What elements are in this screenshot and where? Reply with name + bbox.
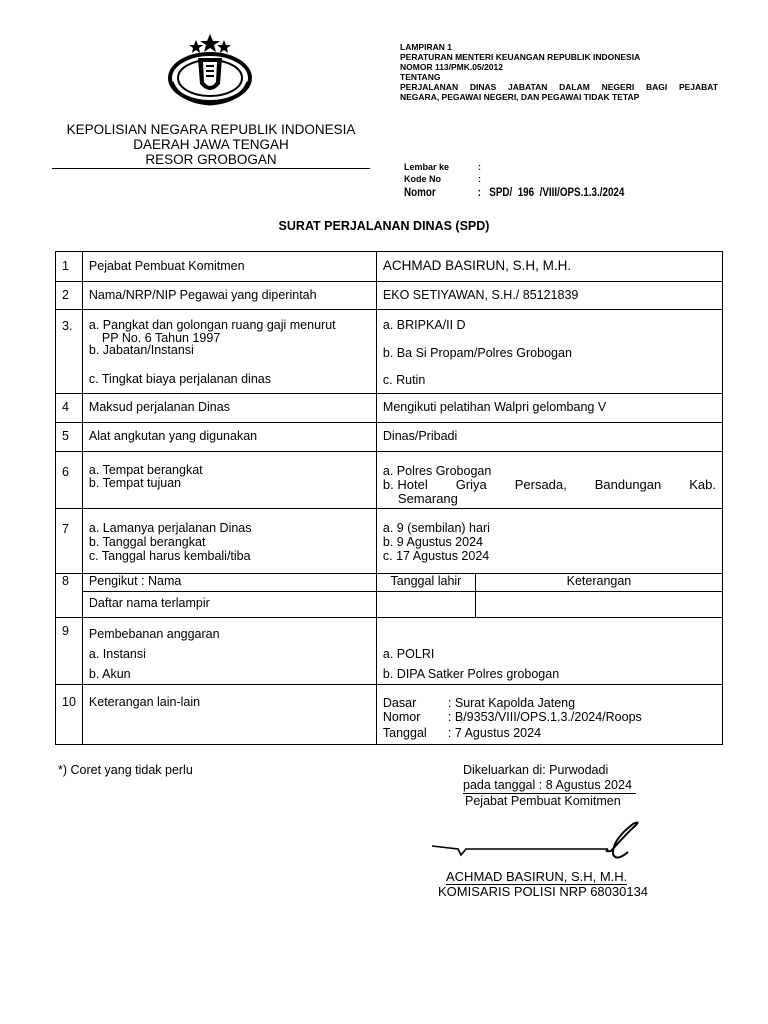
organization-header — [52, 122, 370, 167]
label-main: Pembebanan anggaran — [88, 627, 220, 641]
dasar-key: Dasar — [382, 696, 417, 710]
value-c: c. 17 Agustus 2024 — [382, 549, 490, 563]
value-a: a. BRIPKA/II D — [382, 318, 466, 332]
signer-rank: KOMISARIS POLISI NRP 68030134 — [438, 884, 649, 899]
document-meta — [404, 161, 674, 198]
empty-cell — [475, 592, 722, 618]
value-a: a. POLRI — [382, 647, 435, 661]
label-a: a. Tempat berangkat — [88, 463, 203, 477]
row-number: 2 — [56, 282, 83, 310]
row-value — [376, 310, 722, 394]
row-number: 3. — [56, 310, 83, 394]
value-b: b. 9 Agustus 2024 — [382, 535, 483, 549]
value-a: a. Polres Grobogan — [382, 464, 492, 478]
value-c: c. Rutin — [382, 373, 426, 387]
label-b: b. Akun — [88, 667, 131, 681]
row-value — [376, 509, 722, 574]
nomor-key: Nomor — [382, 710, 421, 724]
row-number: 1 — [56, 252, 83, 282]
kode-value: : — [478, 174, 481, 184]
police-emblem-logo — [160, 32, 260, 108]
lembar-label: Lembar ke — [404, 162, 450, 172]
tanggal-value: : 7 Agustus 2024 — [447, 726, 542, 740]
row-value: Dinas/Pribadi — [376, 423, 722, 452]
footnote: *) Coret yang tidak perlu — [58, 763, 193, 777]
row-label: Nama/NRP/NIP Pegawai yang diperintah — [82, 282, 376, 310]
lampiran-block — [400, 42, 718, 102]
label-c: c. Tanggal harus kembali/tiba — [88, 549, 251, 563]
org-line-2: DAERAH JAWA TENGAH — [133, 137, 289, 152]
lampiran-line: LAMPIRAN 1 — [400, 42, 452, 52]
row-label: Maksud perjalanan Dinas — [82, 394, 376, 423]
nomor-label: Nomor — [404, 185, 436, 199]
lampiran-line: PERATURAN MENTERI KEUANGAN REPUBLIK INDONESIA — [400, 52, 641, 62]
row-number: 9 — [56, 618, 83, 685]
row-sublabel: Daftar nama terlampir — [82, 592, 376, 618]
row-label — [82, 509, 376, 574]
word: Kab. — [689, 477, 716, 492]
handwritten-signature — [428, 818, 678, 868]
row-number: 7 — [56, 509, 83, 574]
label-a: a. Instansi — [88, 647, 146, 661]
nomor-value: : B/9353/VIII/OPS.1.3./2024/Roops — [447, 710, 642, 724]
row-label: Pengikut : Nama — [82, 574, 376, 592]
col-keterangan: Keterangan — [475, 574, 722, 592]
kode-label: Kode No — [404, 174, 441, 184]
row-value: Mengikuti pelatihan Walpri gelombang V — [376, 394, 722, 423]
value-a: a. 9 (sembilan) hari — [382, 521, 490, 535]
lampiran-line: PERJALANAN DINAS JABATAN DALAM NEGERI BAGI PEJABAT — [400, 82, 718, 92]
official-title: Pejabat Pembuat Komitmen — [465, 794, 621, 808]
row-number: 4 — [56, 394, 83, 423]
lampiran-line: NOMOR 113/PMK.05/2012 — [400, 62, 503, 72]
label-c: c. Tingkat biaya perjalanan dinas — [88, 371, 271, 386]
row-label — [82, 452, 376, 509]
value-b — [383, 478, 716, 492]
row-value — [376, 452, 722, 509]
label-b: b. Tempat tujuan — [88, 476, 182, 490]
row-number: 5 — [56, 423, 83, 452]
word: Persada, — [514, 477, 567, 492]
col-tanggal-lahir: Tanggal lahir — [376, 574, 475, 592]
issued-date: pada tanggal : 8 Agustus 2024 — [463, 778, 636, 794]
value-b-cont: Semarang — [397, 491, 458, 506]
row-number: 10 — [56, 685, 83, 745]
row-label — [82, 618, 376, 685]
label-b: b. Tanggal berangkat — [88, 535, 206, 549]
label-a2: PP No. 6 Tahun 1997 — [101, 330, 221, 345]
row-value: ACHMAD BASIRUN, S.H, M.H. — [376, 252, 722, 282]
lembar-value: : — [478, 162, 481, 172]
tanggal-key: Tanggal — [382, 726, 427, 740]
lampiran-line: NEGARA, PEGAWAI NEGERI, DAN PEGAWAI TIDAK TETAP — [400, 92, 640, 102]
row-number: 8 — [56, 574, 83, 618]
signer-name: ACHMAD BASIRUN, S.H, M.H. — [446, 869, 628, 884]
header-divider — [52, 168, 370, 169]
dasar-value: : Surat Kapolda Jateng — [447, 696, 576, 710]
label-a: a. Lamanya perjalanan Dinas — [88, 521, 252, 535]
word: b. Hotel — [382, 477, 428, 492]
org-line-1: KEPOLISIAN NEGARA REPUBLIK INDONESIA — [66, 122, 356, 137]
row-label — [82, 310, 376, 394]
row-value — [376, 685, 722, 745]
value-b: b. Ba Si Propam/Polres Grobogan — [382, 345, 572, 360]
row-number: 6 — [56, 452, 83, 509]
issued-place: Dikeluarkan di: Purwodadi — [463, 763, 609, 777]
row-label: Pejabat Pembuat Komitmen — [82, 252, 376, 282]
value-b: b. DIPA Satker Polres grobogan — [382, 667, 560, 681]
empty-cell — [376, 592, 475, 618]
word: Bandungan — [594, 477, 662, 492]
label-a: a. Pangkat dan golongan ruang gaji menurut — [88, 318, 336, 332]
row-value — [376, 618, 722, 685]
word: Griya — [455, 477, 487, 492]
row-label: Alat angkutan yang digunakan — [82, 423, 376, 452]
document-title: SURAT PERJALANAN DINAS (SPD) — [278, 219, 490, 233]
row-label: Keterangan lain-lain — [82, 685, 376, 745]
spd-table — [55, 251, 723, 745]
nomor-value: : SPD/ 196 /VIII/OPS.1.3./2024 — [477, 185, 625, 199]
lampiran-line: TENTANG — [400, 72, 441, 82]
org-line-3: RESOR GROBOGAN — [145, 152, 277, 167]
row-value: EKO SETIYAWAN, S.H./ 85121839 — [376, 282, 722, 310]
label-b: b. Jabatan/Instansi — [88, 343, 194, 357]
